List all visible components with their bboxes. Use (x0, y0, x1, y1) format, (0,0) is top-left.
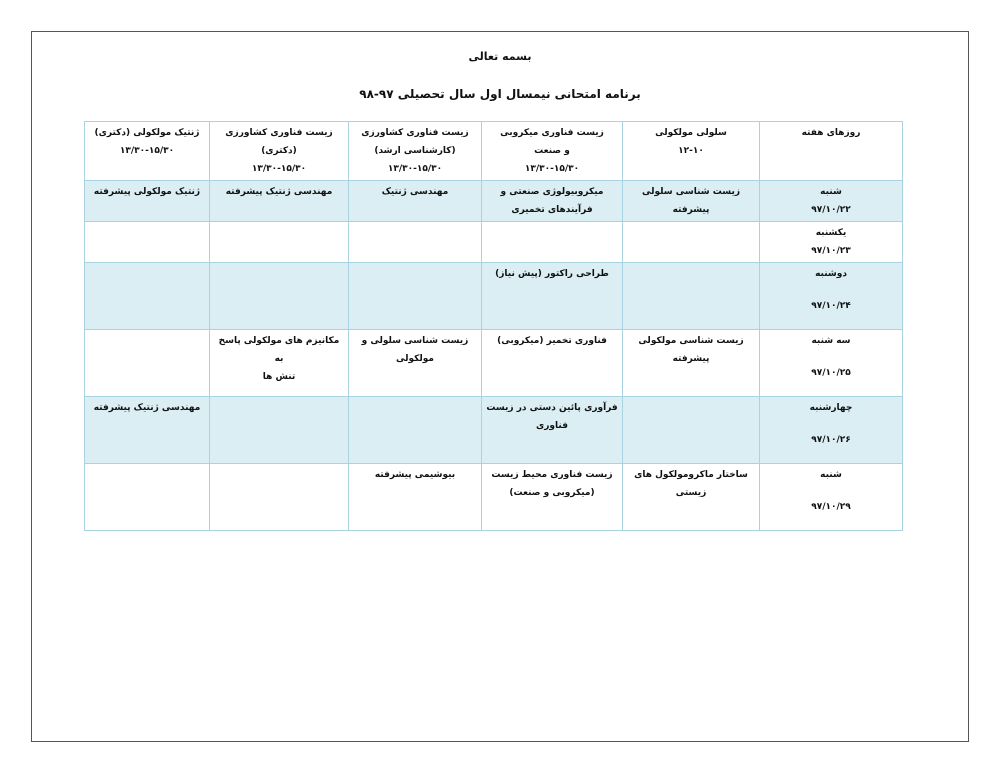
day-date: ۹۷/۱۰/۲۲ (811, 205, 851, 215)
exam-cell (210, 181, 349, 222)
exam-course-line: زیست فناوری محیط زیست (491, 470, 613, 480)
exam-course-line: ساختار ماکرومولکول های (634, 470, 748, 480)
day-date: ۹۷/۱۰/۲۴ (811, 301, 851, 311)
day-cell (760, 464, 903, 531)
exam-course-line: زیستی (675, 488, 707, 498)
day-name: شنبه (820, 470, 842, 480)
exam-cell (210, 397, 349, 464)
day-date: ۹۷/۱۰/۲۹ (811, 502, 851, 512)
page-title: برنامه امتحانی نیمسال اول سال تحصیلی ۹۷-۹۸ (359, 87, 641, 101)
column-header-line: ۱۲-۱۰ (678, 146, 704, 156)
table-row (85, 397, 903, 464)
exam-cell (349, 330, 482, 397)
column-header-line: سلولی مولکولی (655, 128, 727, 138)
exam-cell (85, 263, 210, 330)
column-header-line: (کارشناسی ارشد) (374, 146, 456, 156)
exam-course-line: مهندسی ژنتیک (381, 187, 449, 197)
table-row (85, 222, 903, 263)
day-date: ۹۷/۱۰/۲۶ (811, 435, 851, 445)
exam-cell (623, 263, 760, 330)
exam-course-line: مولکولی (396, 354, 434, 364)
exam-cell (210, 263, 349, 330)
exam-course-line: میکروبیولوژی صنعتی و (500, 187, 604, 197)
table-row (85, 181, 903, 222)
exam-course-line: مهندسی ژنتیک پیشرفته (225, 187, 333, 197)
exam-cell (349, 181, 482, 222)
exam-cell (482, 181, 623, 222)
day-cell (760, 330, 903, 397)
exam-cell (623, 330, 760, 397)
column-header (349, 122, 482, 181)
table-header-row (85, 122, 903, 181)
exam-course-line: (میکروبی و صنعت) (509, 488, 595, 498)
column-header-line: زیست فناوری کشاورزی (361, 128, 469, 138)
exam-cell (349, 222, 482, 263)
exam-cell (482, 263, 623, 330)
exam-schedule-table (84, 121, 903, 531)
exam-course-line: زیست شناسی سلولی و (361, 336, 469, 346)
day-name: چهارشنبه (809, 403, 853, 413)
column-header-line: روزهای هفته (801, 128, 861, 138)
column-header-line: ژنتیک مولکولی (دکتری) (94, 128, 200, 138)
column-header-line: ۱۳/۳۰-۱۵/۳۰ (524, 164, 580, 174)
exam-course-line: ژنتیک مولکولی پیشرفته (93, 187, 201, 197)
column-header-line: زیست فناوری کشاورزی (225, 128, 333, 138)
exam-cell (85, 330, 210, 397)
exam-course-line: فناوری (536, 421, 568, 431)
day-name: شنبه (820, 187, 842, 197)
exam-cell (85, 181, 210, 222)
table-row (85, 330, 903, 397)
column-header (210, 122, 349, 181)
exam-course-line: تنش ها (262, 372, 296, 382)
table-row (85, 464, 903, 531)
day-name: سه شنبه (811, 336, 851, 346)
exam-course-line: فرآیندهای تخمیری (511, 205, 593, 215)
exam-cell (210, 222, 349, 263)
exam-cell (349, 263, 482, 330)
exam-cell (210, 464, 349, 531)
column-header-line: زیست فناوری میکروبی (500, 128, 604, 138)
exam-cell (482, 330, 623, 397)
exam-cell (482, 222, 623, 263)
exam-course-line: زیست شناسی مولکولی (638, 336, 744, 346)
day-cell (760, 222, 903, 263)
exam-cell (349, 397, 482, 464)
exam-course-line: مکانیزم های مولکولی پاسخ به (218, 336, 340, 364)
exam-cell (85, 464, 210, 531)
column-header-line: ۱۳/۳۰-۱۵/۳۰ (119, 146, 175, 156)
exam-course-line: مهندسی ژنتیک پیشرفته (93, 403, 201, 413)
column-header (623, 122, 760, 181)
column-header (85, 122, 210, 181)
column-header (482, 122, 623, 181)
exam-course-line: پیشرفته (672, 354, 710, 364)
day-cell (760, 181, 903, 222)
day-date: ۹۷/۱۰/۲۳ (811, 246, 851, 256)
column-header-line: و صنعت (534, 146, 570, 156)
table-row (85, 263, 903, 330)
column-header-line: ۱۳/۳۰-۱۵/۳۰ (251, 164, 307, 174)
exam-cell (210, 330, 349, 397)
exam-course-line: بیوشیمی پیشرفته (374, 470, 456, 480)
exam-cell (623, 397, 760, 464)
table-body (85, 181, 903, 531)
column-header-line: ۱۳/۳۰-۱۵/۳۰ (387, 164, 443, 174)
exam-cell (482, 397, 623, 464)
day-name: یکشنبه (815, 228, 847, 238)
exam-course-line: فناوری تخمیر (میکروبی) (497, 336, 607, 346)
exam-course-line: زیست شناسی سلولی پیشرفته (641, 187, 741, 215)
column-header-line: (دکتری) (261, 146, 297, 156)
day-cell (760, 263, 903, 330)
exam-cell (85, 222, 210, 263)
column-header (760, 122, 903, 181)
exam-cell (623, 222, 760, 263)
exam-course-line: فرآوری پائین دستی در زیست (486, 403, 618, 413)
exam-cell (85, 397, 210, 464)
day-name: دوشنبه (815, 269, 847, 279)
basmala: بسمه تعالی (468, 50, 532, 63)
exam-cell (482, 464, 623, 531)
exam-course-line: طراحی راکتور (پیش نیاز) (495, 269, 609, 279)
day-date: ۹۷/۱۰/۲۵ (811, 368, 851, 378)
day-cell (760, 397, 903, 464)
exam-cell (349, 464, 482, 531)
exam-cell (623, 464, 760, 531)
exam-cell (623, 181, 760, 222)
